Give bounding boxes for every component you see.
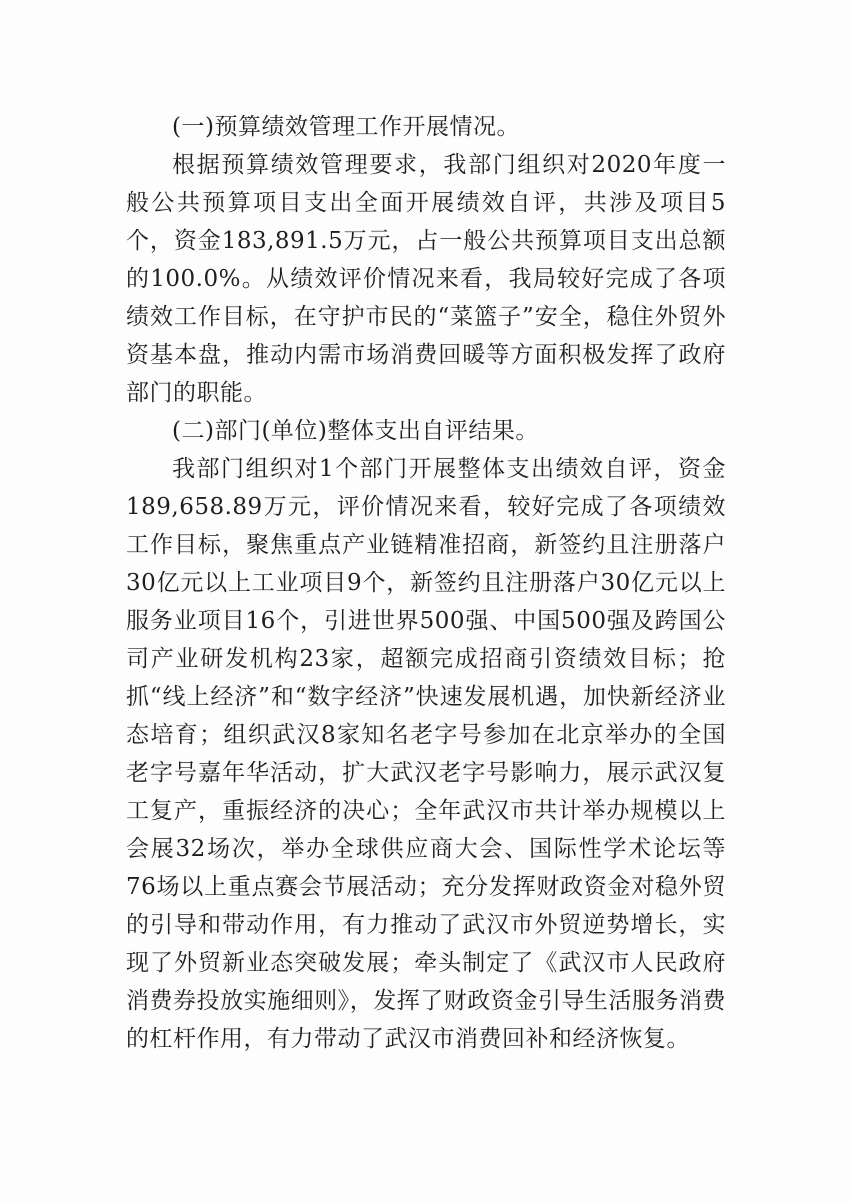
section-heading-overall-expenditure: (二)部门(单位)整体支出自评结果。 xyxy=(172,418,539,444)
section-heading-budget-performance: (一)预算绩效管理工作开展情况。 xyxy=(172,114,520,140)
paragraph-budget-performance: 根据预算绩效管理要求，我部门组织对2020年度一般公共预算项目支出全面开展绩效自评，共涉及项目5个，资金183,891.5万元，占一般公共预算项目支出总额的100.0%。从绩效评价情况来看，我局较好完成了各项绩效工作目标，在守护市民的“菜篮子”安全，稳住外贸外资基本盘，推动内需市场消费回暖等方面积极发挥了政府部门的职能。 xyxy=(126,152,726,406)
paragraph-overall-expenditure: 我部门组织对1个部门开展整体支出绩效自评，资金189,658.89万元，评价情况来看，较好完成了各项绩效工作目标，聚焦重点产业链精准招商，新签约且注册落户30亿元以上工业项目9个，新签约且注册落户30亿元以上服务业项目16个，引进世界500强、中国500强及跨国公司产业研发机构23家，超额完成招商引资绩效目标；抢抓“线上经济”和“数字经济”快速发展机遇，加快新经济业态培育；组织武汉8家知名老字号参加在北京举办的全国老字号嘉年华活动，扩大武汉老字号影响力，展示武汉复工复产，重振经济的决心；全年武汉市共计举办规模以上会展32场次，举办全球供应商大会、国际性学术论坛等76场以上重点赛会节展活动；充分发挥财政资金对稳外贸的引导和带动作用，有力推动了武汉市外贸逆势增长，实现了外贸新业态突破发展；牵头制定了《武汉市人民政府消费券投放实施细则》，发挥了财政资金引导生活服务消费的杠杆作用，有力带动了武汉市消费回补和经济恢复。 xyxy=(126,456,726,1052)
document-body xyxy=(126,108,726,1058)
